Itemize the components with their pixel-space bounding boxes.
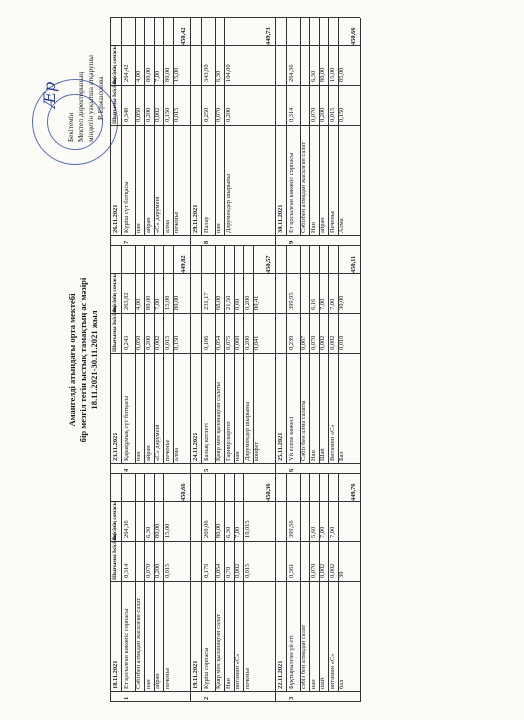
item-line (135, 246, 136, 464)
day-number: 8 (203, 240, 210, 244)
date-underline (286, 474, 287, 692)
day-number: 2 (203, 696, 210, 700)
table-column-line (110, 235, 360, 236)
date-underline (286, 246, 287, 464)
day-separator (360, 18, 361, 246)
day-total: 450,11 (350, 255, 357, 273)
dish-name: Үй есепе көжесі (288, 416, 295, 461)
dish-qty: 0,186 (203, 335, 210, 350)
dish-qty: 0,361 (288, 563, 295, 578)
day-number: 5 (203, 468, 210, 472)
item-price: 5,60 (309, 526, 317, 538)
item-name: бал (338, 679, 346, 689)
item-qty: 0,060 (234, 335, 242, 350)
item-name: Қияр мен қызанақтан салат (215, 614, 222, 689)
item-price: 80,00 (215, 523, 222, 538)
item-price: 4,00 (135, 298, 142, 310)
item-price: 80,00 (154, 523, 162, 538)
day-separator (275, 246, 276, 474)
day-date: 26.11.2021 (112, 204, 119, 233)
table-column-line (110, 581, 360, 582)
dish-qty: 0,179 (203, 563, 210, 578)
day-date: 25.11.2021 (277, 432, 284, 461)
table-column-line (110, 125, 360, 126)
item-price: 21,50 (224, 295, 232, 310)
item-name: печенье (163, 439, 171, 461)
item-price: 15,00 (163, 523, 171, 538)
handwritten-signature: Ӕр (40, 81, 59, 108)
item-qty: 0,054 (215, 335, 222, 350)
item-price: 15,00 (328, 67, 336, 82)
item-name: нан (309, 679, 317, 689)
item-qty: 0,150 (173, 335, 181, 350)
day-date: 24.11.2021 (192, 432, 199, 461)
table-column-line (110, 85, 360, 86)
date-underline (201, 18, 202, 236)
item-qty: 0,150 (338, 107, 346, 122)
item-name: айран (154, 673, 162, 689)
day-date: 23.11.2021 (112, 432, 119, 461)
approval-line-2: Мектеп директорының (77, 71, 85, 142)
item-qty: 0,054 (215, 563, 222, 578)
item-qty: 0,200 (144, 107, 152, 122)
item-price: 00,41 (253, 295, 261, 310)
item-line (144, 18, 145, 236)
item-name: Сәбізбен алмадан жасалған салат (135, 598, 142, 689)
item-name: нан (135, 451, 142, 461)
dish-name: Бұқтырылған үй еті (288, 635, 295, 689)
table-column-line (110, 701, 360, 702)
item-qty: 0,200 (319, 107, 327, 122)
day-total: 450,42 (180, 27, 187, 45)
item-price: 7,00 (234, 526, 242, 538)
day-date: 29.11.2021 (192, 204, 199, 233)
item-line (144, 246, 145, 464)
day-date: 30.11.2021 (277, 204, 284, 233)
day-number: 3 (288, 696, 295, 700)
day-separator (190, 18, 191, 246)
day-total: 449,73 (265, 27, 272, 45)
item-name: витамин «С» (328, 653, 336, 689)
dish-name: Палау (203, 216, 210, 233)
dish-price: 264,42 (123, 64, 130, 82)
approval-line-1: Бекітемін (67, 112, 75, 142)
date-underline (286, 18, 287, 236)
item-name: печенье (243, 667, 251, 689)
table-column-line (110, 463, 360, 464)
item-name: Нан (224, 678, 232, 689)
date-underline (201, 246, 202, 464)
table-column-line (110, 691, 360, 692)
item-qty: 0,070 (215, 107, 222, 122)
item-line (224, 474, 225, 692)
table-column-line (110, 353, 360, 354)
item-qty: 30 (338, 571, 346, 578)
dish-qty: 0,314 (288, 107, 295, 122)
item-name: Нан (309, 450, 317, 461)
item-name: шай (319, 677, 327, 689)
item-qty: 0,015 (328, 107, 336, 122)
item-price: 80,00 (144, 295, 152, 310)
item-price: 6,16 (309, 298, 317, 310)
item-line (163, 246, 164, 464)
dish-qty: 0,348 (123, 107, 130, 122)
item-qty: 0,050 (135, 107, 142, 122)
item-price: 0,60 (234, 298, 242, 310)
item-price: 7,00 (328, 526, 336, 538)
item-name: айран (319, 217, 327, 233)
dish-name: Қарақұмық сүт ботқасы (123, 395, 130, 461)
item-name: Витамин «С» (328, 424, 336, 461)
dish-price: 231,17 (203, 292, 210, 310)
date-underline (201, 474, 202, 692)
dish-name: Күріш сорпасы (203, 647, 210, 689)
table-border-top (110, 246, 111, 474)
item-qty: 0,200 (144, 335, 152, 350)
day-number: 4 (123, 468, 130, 472)
item-qty: 0,010 (338, 335, 346, 350)
item-name: Нан (309, 222, 317, 233)
item-name: Печенье (328, 210, 336, 233)
item-qty: 0,200 (224, 107, 232, 122)
item-name: Сәбіз бен алма салаты (300, 400, 307, 461)
item-name: нан (234, 451, 242, 461)
item-name: Гарнир:картоп (224, 421, 232, 461)
dish-price: 263,82 (123, 292, 130, 310)
day-number: 9 (288, 240, 295, 244)
item-line (309, 246, 310, 464)
item-qty: 0,150 (163, 107, 171, 122)
day-total: 449,76 (350, 483, 357, 501)
item-price: 7,00 (319, 526, 327, 538)
item-name: Алма (338, 218, 346, 233)
day-total: 450,57 (265, 255, 272, 273)
table-column-line (110, 541, 360, 542)
dish-name: Балық котлеті (203, 423, 210, 461)
dish-qty: 0,239 (288, 335, 295, 350)
item-name: витамин «С» (234, 653, 242, 689)
day-number: 1 (123, 696, 130, 700)
table-border-top (110, 18, 111, 246)
day-separator (275, 474, 276, 702)
item-line (144, 474, 145, 692)
item-price: 7,00 (328, 298, 336, 310)
item-line (309, 18, 310, 236)
date-underline (121, 474, 122, 692)
item-line (319, 474, 320, 692)
item-qty: 0,002 (154, 107, 162, 122)
day-date: 19.11.2021 (192, 660, 199, 689)
item-line (328, 18, 329, 236)
item-qty: 0,002 (328, 563, 336, 578)
dish-price: 264,36 (288, 64, 295, 82)
item-price: 68,00 (215, 295, 222, 310)
item-qty: 0,200 (154, 563, 162, 578)
day-total: 450,66 (180, 483, 187, 501)
day-date: 22.11.2021 (277, 660, 284, 689)
item-name: Сәбізбен алмадан жасалған салат (300, 142, 307, 233)
table-column-line (110, 501, 360, 502)
item-price: 7,00 (319, 298, 327, 310)
day-number: 7 (123, 240, 130, 244)
item-name: Дәрумендер шырыны (243, 401, 251, 461)
item-qty: 0,050 (135, 335, 142, 350)
item-line (243, 474, 244, 692)
item-name: «С» дәрумені (154, 196, 162, 233)
item-qty: 0,070 (309, 107, 317, 122)
item-name: алма (163, 220, 171, 233)
dish-name: Ет қосылған көкөніс сорпасы (288, 152, 295, 233)
item-price: 6,30 (224, 526, 232, 538)
item-price: 6,30 (144, 526, 152, 538)
item-line (163, 18, 164, 236)
item-line (319, 18, 320, 236)
item-line (234, 246, 235, 464)
header-price: Ікісінің сомасы (112, 45, 118, 84)
day-number: 6 (288, 468, 295, 472)
item-line (154, 474, 155, 692)
item-qty: 0,002 (319, 335, 327, 350)
item-name: «С» дәрумені (154, 424, 162, 461)
dish-qty: 0,243 (123, 335, 130, 350)
item-name: печенье (173, 211, 181, 233)
item-price: 6,30 (309, 70, 317, 82)
table-column-line (110, 313, 360, 314)
item-price: 0,200 (243, 295, 251, 310)
item-name: Қияр мен қызанақтан салаты (215, 382, 222, 461)
dish-name: Күріш сүт ботқасы (123, 181, 130, 233)
item-qty: 0,015 (243, 563, 251, 578)
table-column-line (110, 17, 360, 18)
item-price: 7,00 (154, 298, 162, 310)
header-qty: Шығымы Ікісінің (112, 306, 118, 352)
dish-price: 399,95 (288, 292, 295, 310)
item-price: 80,00 (319, 67, 327, 82)
title-period: 18.11.2021-30.11.2021 жыл (89, 310, 99, 410)
title-school: Амангелді атындағы орта мектебі (67, 293, 77, 427)
item-price: 80,00 (173, 295, 181, 310)
item-name: сәбіз бен алмадан салат (300, 624, 307, 689)
day-total: 450,36 (265, 483, 272, 501)
item-price: 15,00 (163, 295, 171, 310)
table-column-line (110, 473, 360, 474)
item-price: 85,00 (338, 67, 346, 82)
item-name: айран (144, 217, 152, 233)
item-line (338, 474, 339, 692)
dish-qty: 0,250 (203, 107, 210, 122)
item-name: конфет (253, 441, 261, 461)
date-underline (121, 246, 122, 464)
item-qty: 0,015 (163, 563, 171, 578)
item-name: Бал (338, 451, 346, 461)
item-line (173, 18, 174, 236)
dish-price: 399,56 (288, 520, 295, 538)
header-qty: Шығымы Ікісінің (112, 78, 118, 124)
item-name: айран (144, 445, 152, 461)
date-underline (121, 18, 122, 236)
item-line (215, 18, 216, 236)
table-column-line (110, 45, 360, 46)
item-price: 4,00 (135, 70, 142, 82)
item-qty: 0,002 (319, 563, 327, 578)
item-line (338, 18, 339, 236)
item-price: 80,00 (163, 67, 171, 82)
header-price: Ікісінің сомасы (112, 273, 118, 312)
item-qty: 0,002 (154, 335, 162, 350)
day-total: 450,66 (350, 27, 357, 45)
dish-qty: 0,314 (123, 563, 130, 578)
item-qty: 0,015 (163, 335, 171, 350)
table-column-line (110, 245, 360, 246)
item-qty: 0,70 (224, 566, 232, 578)
dish-price: 343,90 (203, 64, 210, 82)
item-name: нан (215, 223, 222, 233)
item-qty: 0,041 (253, 335, 261, 350)
item-line (319, 246, 320, 464)
day-separator (190, 474, 191, 702)
header-qty: Шығымы Ікісінің (112, 534, 118, 580)
approval-line-4: Р. Ержанхкова (97, 76, 105, 120)
day-separator (360, 246, 361, 474)
item-qty: 0,070 (144, 563, 152, 578)
item-line (309, 474, 310, 692)
table-border-top (110, 474, 111, 702)
item-name: нан (144, 679, 152, 689)
item-qty: 0,070 (309, 335, 317, 350)
item-qty: 0,075 (224, 335, 232, 350)
item-name: Шай (319, 448, 327, 461)
day-separator (360, 474, 361, 702)
item-price: 15,00 (173, 67, 181, 82)
title-menu: бір мезгіл тегін ыстық тамақтың ас мәзірі (78, 277, 88, 443)
item-name: алма (173, 448, 181, 461)
item-qty: 0,015 (173, 107, 181, 122)
item-line (338, 246, 339, 464)
item-price: 104,00 (224, 64, 232, 82)
item-price: 7,00 (154, 70, 162, 82)
dish-price: 264,36 (123, 520, 130, 538)
item-price: 80,00 (144, 67, 152, 82)
item-price: 10,015 (243, 520, 251, 538)
day-total: 449,82 (180, 255, 187, 273)
item-line (253, 246, 254, 464)
item-qty: 0,002 (328, 335, 336, 350)
item-name: печенье (163, 667, 171, 689)
dish-name: Ет қосылған көкөніс сорпасы (123, 608, 130, 689)
item-line (173, 246, 174, 464)
item-line (163, 474, 164, 692)
header-price: Ікісінің сомасы (112, 501, 118, 540)
dish-price: 269,06 (203, 520, 210, 538)
day-separator (275, 18, 276, 246)
item-qty: 0,002 (234, 563, 242, 578)
item-qty: 0,067 (300, 335, 307, 350)
item-price: 30,00 (338, 295, 346, 310)
day-separator (190, 246, 191, 474)
table-column-line (110, 273, 360, 274)
approval-line-3: міндетін уақытша атқарушы (87, 55, 95, 142)
day-date: 18.11.2021 (112, 660, 119, 689)
item-name: Дәрумендер шырыны (224, 173, 232, 233)
item-qty: 0,200 (243, 335, 251, 350)
item-qty: 0,070 (309, 563, 317, 578)
item-name: нан (135, 223, 142, 233)
item-price: 6,30 (215, 70, 222, 82)
item-line (135, 18, 136, 236)
